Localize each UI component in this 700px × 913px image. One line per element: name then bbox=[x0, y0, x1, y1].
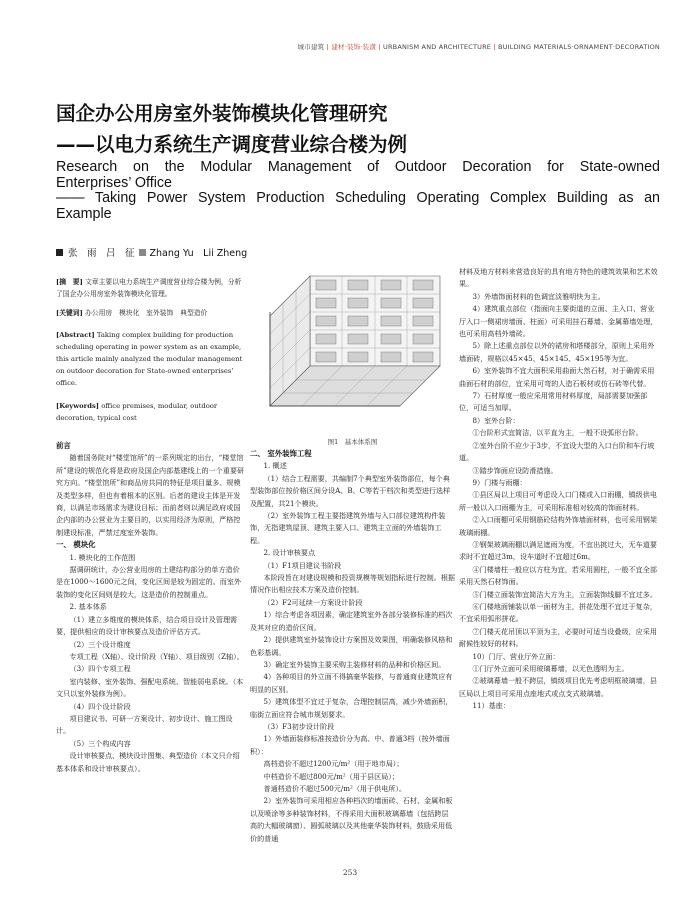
english-title-line-1: Research on the Modular Management of Outdoor Decoration for State-owned bbox=[56, 159, 660, 175]
subsection-heading: 1. 概述 bbox=[263, 461, 287, 471]
paragraph: ⑤门楼立面装饰宜简洁大方为主，立面装饰线脚不宜过多。 bbox=[472, 589, 657, 599]
paragraph: （2）三个设计维度 bbox=[69, 639, 131, 649]
journal-header bbox=[298, 42, 660, 51]
abstract-en-text: Taking complex building for production scheduling operating in power system as an example, this article mainly analyzed the modular management on outdoor decoration for State-owned enterprises’ office. bbox=[56, 331, 243, 387]
english-title-line-3: —— Taking Power System Production Scheduling Operating Complex Building as an bbox=[56, 190, 660, 207]
subsection-heading: 2. 基本体系 bbox=[69, 602, 107, 612]
paragraph: ③踏步饰面应设防滑措施。 bbox=[472, 465, 558, 475]
paragraph: 3）确定室外装饰主要采购主装修材料的品种和价格区间。 bbox=[263, 659, 446, 669]
square-bullet-icon bbox=[56, 249, 63, 256]
paragraph: 1）综合考虑各项因素，确定建筑室外各部分装修标准的档次及其对应的造价区间。 bbox=[250, 610, 453, 632]
keywords-cn bbox=[56, 307, 246, 319]
abstract-cn-text: 文章主要以电力系统生产调度营业综合楼为例，分析了国企办公用房室外装饰模块化管理。 bbox=[56, 278, 242, 298]
paragraph: （3）四个专项工程 bbox=[69, 664, 131, 674]
section-heading: 二、 室外装饰工程 bbox=[250, 449, 312, 458]
keywords-cn-label: [关键词] bbox=[56, 309, 83, 317]
paragraph: 普通档造价不超过500元/m²（用于供电所）。 bbox=[263, 783, 407, 793]
authors-cn: 张 雨 吕 征 bbox=[68, 248, 135, 259]
paragraph: 4）各种项目的外立面不得搞豪华装修，与普通商业建筑应有明显的区别。 bbox=[250, 672, 453, 694]
abstract-en-label: [Abstract] bbox=[56, 331, 95, 339]
paragraph: 5）除上述重点部位以外的裙房和塔楼部分，原则上采用外墙面砖，规格以45×45、45×145、45×195等为宜。 bbox=[459, 341, 655, 363]
header-section-cn: 城市建筑 bbox=[297, 43, 325, 51]
header-column-cn: 建材·装饰·装潢 bbox=[331, 43, 377, 51]
page-number: 253 bbox=[342, 868, 358, 877]
paragraph: 9）门楼与雨棚： bbox=[472, 477, 527, 487]
keywords-en bbox=[56, 400, 246, 424]
paragraph: （2）F2可延续一方案设计阶段 bbox=[263, 597, 363, 607]
paragraph: 1）外墙面装修标准按造价分为高、中、普通3档（按外墙面积）： bbox=[250, 734, 450, 756]
paragraph: （1）结合工程需要，共编制7个典型室外装饰部位，每个典型装饰部位按价格区间分设A、B、C等若干档次和类型进行选样及配置，共21个模块。 bbox=[250, 473, 451, 508]
paragraph: ②入口雨棚可采用钢筋砼结构外饰墙面材料，也可采用钢架玻璃雨棚。 bbox=[459, 515, 657, 537]
column-right bbox=[459, 266, 661, 713]
paragraph: （1）F1项目建议书阶段 bbox=[263, 560, 342, 570]
header-separator: | bbox=[378, 43, 381, 51]
paragraph: 设计审核要点、模块设计图集、典型造价（本文只介绍基本体系和设计审核要点）。 bbox=[56, 751, 240, 773]
paragraph: ②玻璃幕墙一般不跨层，镇级项目优先考虑明框玻璃墙，县区局以上项目可采用点座地式或点支式玻璃墙。 bbox=[459, 676, 657, 698]
author-line bbox=[56, 245, 247, 259]
keywords-en-label: [Keywords] bbox=[56, 402, 100, 410]
subsection-heading: 2. 设计审核要点 bbox=[263, 548, 316, 558]
english-title bbox=[56, 160, 660, 222]
english-title-line-4: Example bbox=[56, 205, 112, 222]
paragraph: ⑥门楼地面铺装以单一面材为主，拼花处理不宜过于复杂，不宜采用弧形拼花。 bbox=[459, 601, 657, 624]
abstract-cn-label: [摘 要] bbox=[56, 278, 83, 286]
keywords-en-text: office premises, modular, outdoor decoration, typical cost bbox=[56, 402, 218, 422]
paragraph: ⑦门楼天花吊顶以平顶为主，必要时可适当设叠级，应采用耐候性较好的材料。 bbox=[459, 626, 657, 649]
authors-en: Zhang Yu Lii Zheng bbox=[149, 248, 248, 259]
paragraph: 11）基座： bbox=[472, 701, 510, 711]
paragraph: ④门楼墙柱一般应以方柱为宜，若采用圆柱，一般不宜全部采用天然石材饰面。 bbox=[459, 564, 657, 587]
header-separator: | bbox=[326, 43, 330, 51]
basic-system-diagram bbox=[250, 266, 455, 426]
square-bullet-icon bbox=[139, 249, 146, 256]
paragraph: 7）石材厚度一般应采用常用材料厚度，局部需要加强部位，可适当加厚。 bbox=[459, 391, 648, 413]
paragraph: 随着国务院对“楼堂馆所”的一系列规定的出台，“楼堂馆所”建设的规范化将是政府及国企内部基建线上的一个重要研究方向。“楼堂馆所”和商品房共同的特征是项目量多、规模及类型多样，但也有着根本的区别。后者的建设主体是开发商，以满足市场需求为建设目标；而前者则以满足政府或国企内部的办公营业为主要目的，以实用经济为原则，严格控制建设标准，严禁过度室外装饰。 bbox=[56, 453, 245, 537]
paragraph: 3）外墙饰面材料的色调宜淡雅明快为主。 bbox=[472, 291, 605, 301]
paragraph: 高档造价不超过1200元/m²（用于地市局）； bbox=[263, 759, 404, 769]
paragraph: （5）三个构成内容 bbox=[69, 738, 131, 748]
paragraph: （4）四个设计阶段 bbox=[69, 701, 131, 711]
paragraph: 室内装修、室外装饰、强配电系统、智能弱电系统。（本文只以室外装修为例）。 bbox=[56, 676, 244, 699]
english-title-line-2: Enterprises’ Office bbox=[56, 174, 173, 191]
paragraph: （3）F3初步设计阶段 bbox=[263, 721, 335, 731]
paragraph: （1）建立多维度的模块体系，结合项目设计及管理需要，提供相应的设计审核要点及造价评估方式。 bbox=[56, 614, 238, 637]
paragraph: 10）门厅、营业厅外立面： bbox=[472, 651, 560, 661]
paragraph: ①县区局以上项目可考虑设入口门楼或入口雨棚，镇级供电所一般以入口雨棚为主，可采用标准相对较高的饰面材料。 bbox=[459, 490, 657, 512]
header-separator: | bbox=[493, 43, 496, 51]
paragraph: 本阶段旨在对建设规模和投资规模等规划指标进行控制。根据情况作出相应技术方案及造价控制。 bbox=[250, 573, 456, 595]
header-section-en: URBANISM AND ARCHITECTURE bbox=[383, 43, 492, 51]
paragraph: 6）室外装饰不宜大面积采用曲面大然石材，对于确需采用曲面石材的部位，宜采用可弯的人造石板材或仿石砖等代替。 bbox=[459, 366, 655, 388]
paragraph: 2）提供建筑室外装饰设计方案图及效果图，明确装修风格和色彩基调。 bbox=[250, 635, 453, 657]
paragraph: 据调研统计，办公营业用房的土建结构部分的单方造价是在1000～1600元之间，变化区间是较为固定的。而室外装饰的变化区间则是较大，这是造价的控制重点。 bbox=[56, 565, 242, 599]
section-heading: 一、 模块化 bbox=[56, 540, 96, 550]
subsection-heading: 1. 模块化的工作范围 bbox=[69, 552, 136, 562]
column-left bbox=[56, 276, 246, 775]
keywords-cn-text: 办公用房 模块化 室外装饰 典型造价 bbox=[85, 309, 208, 317]
paragraph: 4）建筑重点部位（指面向主要街道的立面、主入口、营业厅入口一侧裙房墙面、柱面）可采用挂石幕墙、金属幕墙处理，也可采用高档外墙砖。 bbox=[459, 304, 658, 339]
paragraph: 材料及地方材料来营造良好的具有地方特色的建筑效果和艺术效果。 bbox=[459, 267, 658, 289]
paragraph: 8）室外台阶： bbox=[472, 415, 520, 425]
paragraph: 专项工程（X轴）、设计阶段（Y轴）、项目级别（Z轴）。 bbox=[69, 651, 244, 661]
abstract-cn bbox=[56, 276, 246, 300]
column-middle bbox=[250, 448, 455, 845]
paragraph: 中档造价不超过800元/m²（用于县区局）； bbox=[263, 771, 399, 781]
section-heading: 前言 bbox=[56, 441, 71, 450]
paragraph: 项目建议书、可研一方案设计、初步设计、施工图设计。 bbox=[56, 713, 233, 736]
title-line-1: 国企办公用房室外装饰模块化管理研究 bbox=[56, 102, 388, 125]
paper-title bbox=[56, 98, 656, 160]
paragraph: ①门厅外立面可采用玻璃幕墙，以无色透明为主。 bbox=[472, 664, 629, 673]
paragraph: ①台阶形式宜简洁，以平直为主，一般不设弧形台阶。 bbox=[472, 428, 643, 438]
paragraph: ③钢架玻璃雨棚以满足遮雨为度，不宜出挑过大，无车道要求时不宜超过3m，设车道时不宜超过6m。 bbox=[459, 539, 657, 562]
paragraph: ②室外台阶不应少于3步，不宜设大型的入口台阶和车行坡道。 bbox=[459, 440, 655, 463]
header-column-en: BUILDING MATERIALS·ORNAMENT·DECORATION bbox=[498, 43, 660, 51]
paragraph: （2）室外装饰工程主要指建筑外墙与入口部位建筑构件装饰，无指建筑屋顶、建筑主要入口、建筑主立面的外墙装饰工程。 bbox=[250, 511, 446, 545]
paragraph: 2）室外装饰可采用相应各种档次的墙面砖、石材、金属和板以及喷涂等多种装饰材料，不得采用大面积玻璃幕墙（包括跨层高的大幅玻璃窗）、圆弧玻璃以及其他豪华装饰材料，鼓励采用低价的普通 bbox=[250, 796, 453, 843]
figure-caption: 图1 基本体系图 bbox=[327, 438, 378, 446]
title-line-2: ——以电力系统生产调度营业综合楼为例 bbox=[56, 133, 408, 156]
paragraph: 5）建筑体型不宜过于复杂，合理控制层高，减少外墙面积，临街立面应符合城市规划要求。 bbox=[250, 697, 453, 719]
abstract-en bbox=[56, 329, 246, 389]
